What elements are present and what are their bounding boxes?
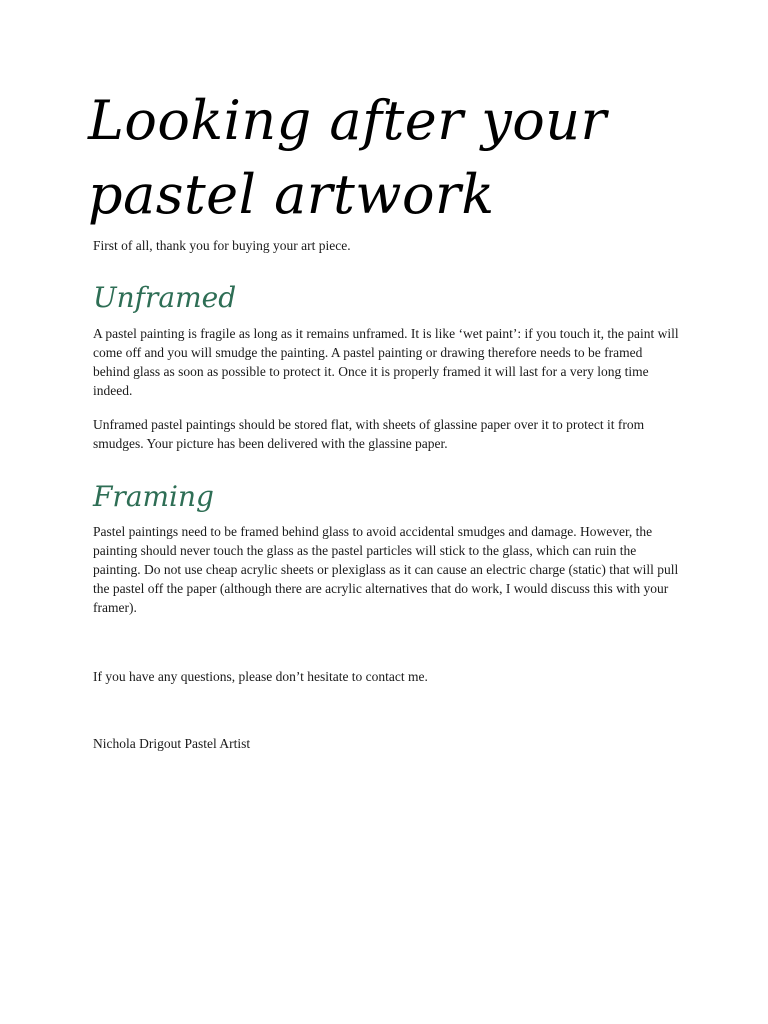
signature: Nichola Drigout Pastel Artist [93, 736, 251, 751]
section-heading-unframed: Unframed [93, 281, 237, 314]
unframed-paragraph-1: A pastel painting is fragile as long as it remains unframed. It is like ‘wet paint’: if you touch it, the paint will come off and you will smudge the painting. A pastel painting or drawing therefore needs to be framed behind glass as soon as possible to protect it. Once it is properly framed it will last for a very long time indeed. [93, 326, 679, 398]
framing-paragraph-1: Pastel paintings need to be framed behind glass to avoid accidental smudges and damage. However, the painting should never touch the glass as the pastel particles will stick to the glass, which can ruin the painting. Do not use cheap acrylic sheets or plexiglass as it can cause an electric charge (static) that will pull the pastel off the paper (although there are acrylic alternatives that do work, I would discuss this with your framer). [93, 524, 679, 615]
section-heading-framing: Framing [93, 480, 214, 513]
closing-paragraph: If you have any questions, please don’t hesitate to contact me. [93, 669, 428, 684]
document-title: Looking after your pastel artwork [88, 89, 607, 226]
unframed-paragraph-2: Unframed pastel paintings should be stored flat, with sheets of glassine paper over it to protect it from smudges. Your picture has been delivered with the glassine paper. [93, 417, 645, 451]
intro-paragraph: First of all, thank you for buying your art piece. [93, 238, 351, 253]
